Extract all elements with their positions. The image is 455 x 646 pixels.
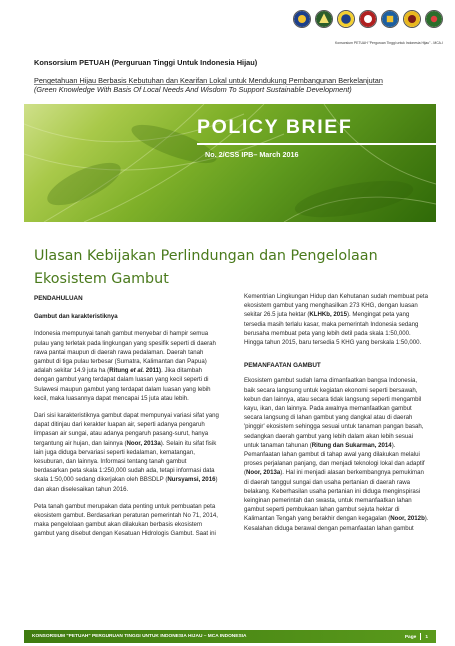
university-seal-icon (315, 10, 333, 28)
banner-title: POLICY BRIEF (197, 116, 353, 138)
tagline (34, 76, 424, 95)
university-seal-icon (381, 10, 399, 28)
banner-divider (197, 143, 436, 145)
university-seal-icon (293, 10, 311, 28)
document-title: Ulasan Kebijakan Perlindungan dan Pengelolaan Ekosistem Gambut (34, 248, 378, 287)
logo-caption: Konsorsium PETUAH "Perguruan Tinggi untuk Indonesia Hijau" - MCA-I (335, 41, 443, 45)
paragraph: Peta tanah gambut merupakan data penting untuk pembuatan peta ekosistem gambut. Berdasarkan peraturan pemerintah No 71, 2014, maka pengelolaan gambut akan dilakukan berbasis ekosistem gambut yang disebut dengan Kesatuan Hidrologis Gambut. Saat ini (34, 502, 218, 538)
tagline-indonesian: Pengetahuan Hijau Berbasis Kebutuhan dan Kearifan Lokal untuk Mendukung Pembangunan Berkelanjutan (34, 76, 383, 85)
footer-consortium: KONSORSIUM "PETUAH" PERGURUAN TINGGI UNTUK INDONESIA HIJAU – MCA INDONESIA (32, 634, 247, 639)
page-indicator: Page 1 (404, 634, 428, 640)
issue-number: No. 2/CSS IPB– March 2016 (205, 150, 299, 159)
paragraph: Indonesia mempunyai tanah gambut menyebar di hampir semua pulau yang terletak pada lingkungan yang spesifik seperti di daerah rawa pantai maupun di daerah rawa pedalaman. Daerah tanah gambut di tiga pulau terbesar (Sumatra, Kalimantan dan Papua) adalah sekitar 14.9 juta ha (Ritung et al. 2011). Jika ditambah dengan gambut yang terdapat dalam luasan yang kecil seperti di Sulawesi maupun gambut yang terdapat dalam luasan yang lebih kecil, maka luasannya dapat mencapai 15 juta atau lebih. (34, 330, 216, 402)
university-seal-icon (359, 10, 377, 28)
right-column (244, 292, 429, 533)
subheading-gambut: Gambut dan karakteristiknya (34, 313, 118, 321)
university-seal-icon (403, 10, 421, 28)
paragraph: Ekosistem gambut sudah lama dimanfaatkan bangsa Indonesia, baik secara langsung untuk kegiatan ekonomi seperti bersawah, kebun dan lainnya, atau secara tidak langsung seperti mengambil kayu, ikan, dan lainnya. Pada awalnya memanfaatkan gambut secara langsung di lahan gambut yang dangkal atau di daerah 'pinggir' ekosistem sehingga sesuai untuk tanaman pangan basah, sedangkan daerah gambut yang lebih dalam akan lebih sesuai untuk tanaman tahunan (Ritung dan Sukarman, 2014). Pemanfaatan lahan gambut di tahap awal yang dilakukan melalui proses perjalanan panjang, dan menjadi teknologi lokal dan adaptif (Noor, 2013a). Hal ini menjadi alasan berkembangnya pemukiman di daerah tanggul sungai dan usaha pertanian di daerah rawa belakang. Keberhasilan usaha pertanian ini diduga menginspirasi keinginan pemerintah dan swasta, untuk memanfaatkan lahan gambut seperti pembukaan lahan gambut sejuta hektar di Kalimantan Tengah yang berakhir dengan kegagalan (Noor, 2012b). Kesalahan diduga berawal dengan pemanfaatan lahan gambut (244, 377, 429, 532)
university-seal-icon (425, 10, 443, 28)
page-number: 1 (425, 634, 428, 640)
partner-logos (253, 4, 443, 34)
university-seal-icon (337, 10, 355, 28)
tagline-english: (Green Knowledge With Basis Of Local Needs And Wisdom To Support Sustainable Development) (34, 85, 352, 95)
paragraph: Kementrian Lingkungan Hidup dan Kehutanan sudah membuat peta ekosistem gambut yang menghasilkan 273 KHG, dengan luasan sekitar 26.5 juta hektar (KLHKb, 2015). Mengingat peta yang tersedia masih terlalu kasar, maka pemerintah Indonesia sedang berusaha membuat peta yang lebih detil pada skala 1:50,000. Hingga tahun 2015, baru tersedia 5 KHG yang berskala 1:50,000. (244, 293, 428, 347)
page-footer (24, 630, 436, 643)
section-heading-pemanfaatan: PEMANFAATAN GAMBUT (244, 362, 321, 370)
paragraph: Dari sisi karakteristiknya gambut dapat mempunyai variasi sifat yang dapat ditinjau dari kerakter luapan air, seperti adanya pengaruh limpasan air sungai, atau adanya pengaruh pasang-surut, hanya tergantung air hujan, dan lainnya (Noor, 2013a). Selain itu sifat fisik lain juga diduga bervariasi seperti kedalaman, kematangan, kesuburan, dan lainnya. Informasi tentang tanah gambut berdasarkan peta skala 1:250,000 sudah ada, tetapi informasi data skala 1:50,000 sedang dikerjakan oleh BBSDLP (Nursyamsi, 2016) dan akan diselesaikan tahun 2016. (34, 412, 219, 493)
section-heading-pendahuluan: PENDAHULUAN (34, 295, 83, 302)
consortium-name: Konsorsium PETUAH (Perguruan Tinggi Untuk Indonesia Hijau) (34, 58, 258, 67)
left-column (34, 292, 219, 539)
